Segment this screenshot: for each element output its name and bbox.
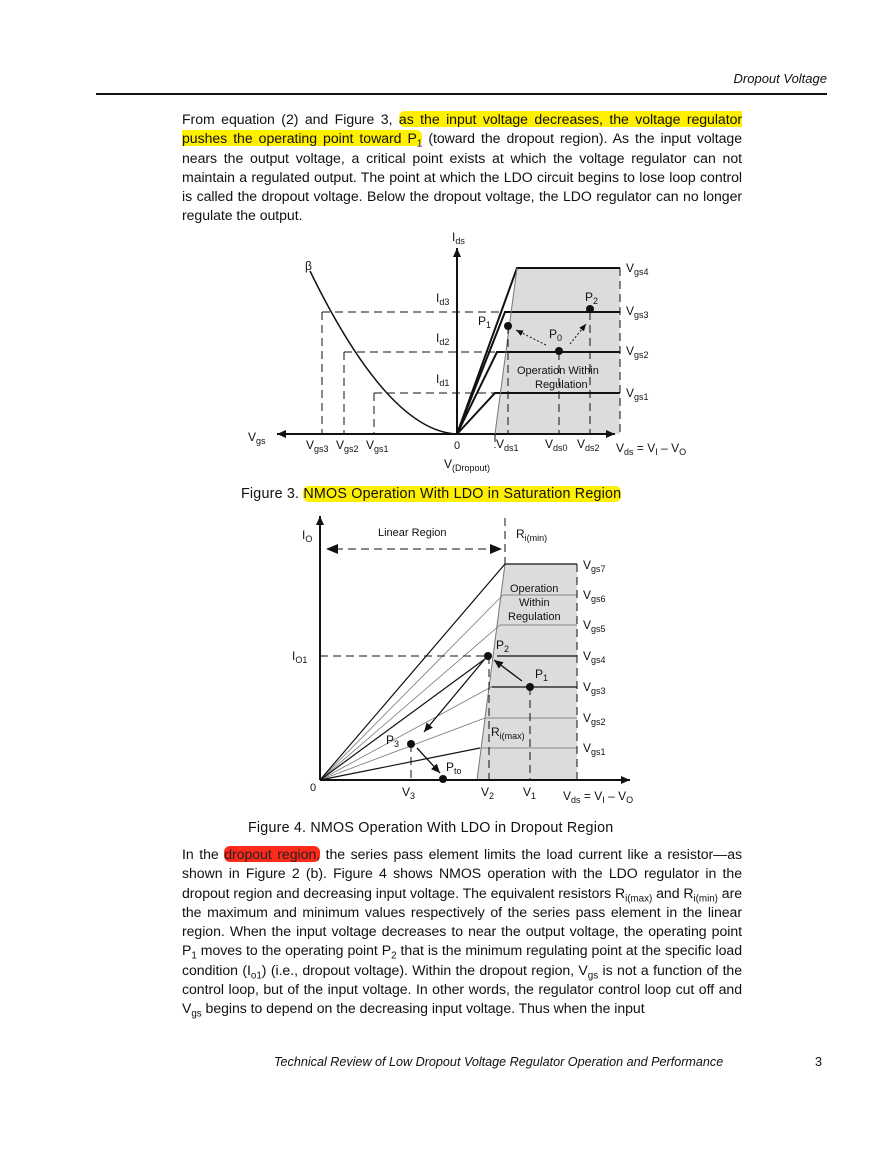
fig3-p2-label: $P_2$ [585,290,599,306]
fig3-region-label: Operation Within [517,365,599,377]
p1-text-a: From equation (2) and Figure 3, [182,111,399,127]
fig4-region-1: Operation [510,583,559,595]
fig4-fan-lines [320,595,503,780]
paragraph-2 [182,845,742,1019]
fig4-linear-region-label: Linear Region [378,527,447,539]
figure-4-graph [280,508,660,813]
header-rule [96,93,827,95]
fig3-beta: β [305,259,312,273]
p1-text-b: (toward the dropout region). As the input voltage nears the output voltage, a critical point exists at which the voltage regulator can not maintain a regulated output. The point at which the LDO circuit begins to lose loop control is called the dropout voltage. Below the dropout voltage, the LDO regulator can no longer regulate the output. [182,130,742,224]
fig3-vgs1-tick: $V_{gs1}$ [366,438,389,454]
fig4-x-axis-label: $V_{ds} = V_I - V_O$ [563,789,634,805]
p1-highlight-sub: 1 [416,138,423,150]
fig4-origin: 0 [310,782,317,794]
p2-s7: gs [191,1008,202,1020]
fig4-v2: $V_2$ [481,785,495,801]
fig4-region-2: Within [519,597,550,609]
fig4-vgs5: $V_{gs5}$ [583,618,606,634]
p2-t3: are the maximum and minimum values respectively of the series pass element in the linear region. When the input voltage decreases to near the output voltage, the operating point P [182,884,742,959]
fig3-point-p2 [586,305,594,313]
fig4-vgs2: $V_{gs2}$ [583,711,606,727]
fig4-p1-label: $P_1$ [535,667,549,683]
fig3-x-axis-label: $V_{ds} = V_I - V_O$ [616,441,687,457]
fig4-point-pto [439,775,447,783]
fig4-region-3: Regulation [508,611,561,623]
figure-3-caption [241,486,621,502]
p2-t5: that is the minimum regulating point at the specific load condition (I [182,942,742,978]
running-header: Dropout Voltage [733,71,827,86]
figure-4-caption: Figure 4. NMOS Operation With LDO in Dropout Region [248,820,614,836]
p2-s3: 1 [191,950,197,962]
fig3-y-label: $I_{ds}$ [452,230,465,246]
fig4-pto-label: $P_{to}$ [446,760,462,776]
p2-s4: 2 [391,950,397,962]
fig4-y-label: $I_O$ [302,528,313,544]
caption3-highlight[interactable]: NMOS Operation With LDO in Saturation Region [303,486,622,502]
fig4-vgs7: $V_{gs7}$ [583,558,606,574]
p1-highlight-text: as the input voltage decreases, the voltage regulator pushes the operating point toward P [182,111,742,147]
fig4-p3-label: $P_3$ [386,733,400,749]
fig4-vgs4: $V_{gs4}$ [583,649,606,665]
fig4-vgs1: $V_{gs1}$ [583,741,606,757]
fig3-vds1: $V_{ds1}$ [496,437,519,453]
fig3-point-p0 [555,347,563,355]
fig3-vds0: $V_{ds0}$ [545,437,568,453]
fig4-vgs3: $V_{gs3}$ [583,680,606,696]
fig3-p1-label: $P_1$ [478,314,492,330]
fig3-vgs2: $V_{gs2}$ [626,344,649,360]
figure-4 [280,508,660,818]
p2-t4: moves to the operating point P [196,942,392,959]
figure-3 [240,226,710,483]
p2-s1: i(max) [625,893,653,905]
fig3-vgs1: $V_{gs1}$ [626,386,649,402]
fig4-point-p1 [526,683,534,691]
fig4-v3: $V_3$ [402,785,416,801]
fig3-vgs3: $V_{gs3}$ [626,304,649,320]
figure-3-graph [240,226,710,478]
p2-text-pre: In the [182,846,225,862]
fig3-origin: 0 [454,440,461,452]
fig3-vgs4: $V_{gs4}$ [626,261,649,277]
fig4-rimin-label: $R_{i(min)}$ [516,527,548,543]
fig4-rimax-label: $R_{i(max)}$ [491,725,525,741]
fig3-p0-label: $P_0$ [549,327,563,343]
p2-t6: ) (i.e., dropout voltage). Within the dropout region, V [261,961,588,978]
p2-highlight[interactable]: dropout region, [224,846,321,862]
p2-t2: and R [652,884,694,901]
fig3-region-label-2: Regulation [535,379,588,391]
page-number: 3 [815,1055,823,1069]
fig4-vgs6: $V_{gs6}$ [583,588,606,604]
fig4-point-p2 [484,652,492,660]
fig4-point-p3 [407,740,415,748]
fig3-id2: $I_{d2}$ [436,331,450,347]
fig3-id1: $I_{d1}$ [436,372,450,388]
fig4-p2-label: $P_2$ [496,638,510,654]
caption3-prefix: Figure 3. [241,486,304,502]
fig3-vds2: $V_{ds2}$ [577,437,600,453]
p2-s2: i(min) [693,893,718,905]
fig4-v1: $V_1$ [523,785,537,801]
fig3-id3: $I_{d3}$ [436,291,450,307]
paragraph-1 [182,110,742,226]
fig3-vgs2-tick: $V_{gs2}$ [336,438,359,454]
fig3-x-left-label: $V_{gs}$ [248,430,266,446]
p2-s6: gs [587,970,599,982]
fig3-vdropout: $V_{(Dropout)}$ [444,457,491,473]
fig3-vgs3-tick: $V_{gs3}$ [306,438,329,454]
p2-t1: the series pass element limits the load current like a resistor—as shown in Figure 2 (b). Figure 4 shows NMOS operation with the LDO regulator in the dropout region and decreasing input voltage. The equivalent resistors R [182,846,743,901]
footer-title: Technical Review of Low Dropout Voltage Regulator Operation and Performance [274,1055,724,1069]
fig4-io1: $I_{O1}$ [292,649,308,665]
p2-t8: begins to depend on the decreasing input voltage. Thus when the input [201,1000,645,1017]
p2-t7: is not a function of the control loop, but of the input voltage. In other words, the regulator control loop cut off and V [182,961,743,1017]
fig3-point-p1 [504,322,512,330]
p2-s5: o1 [250,970,262,982]
